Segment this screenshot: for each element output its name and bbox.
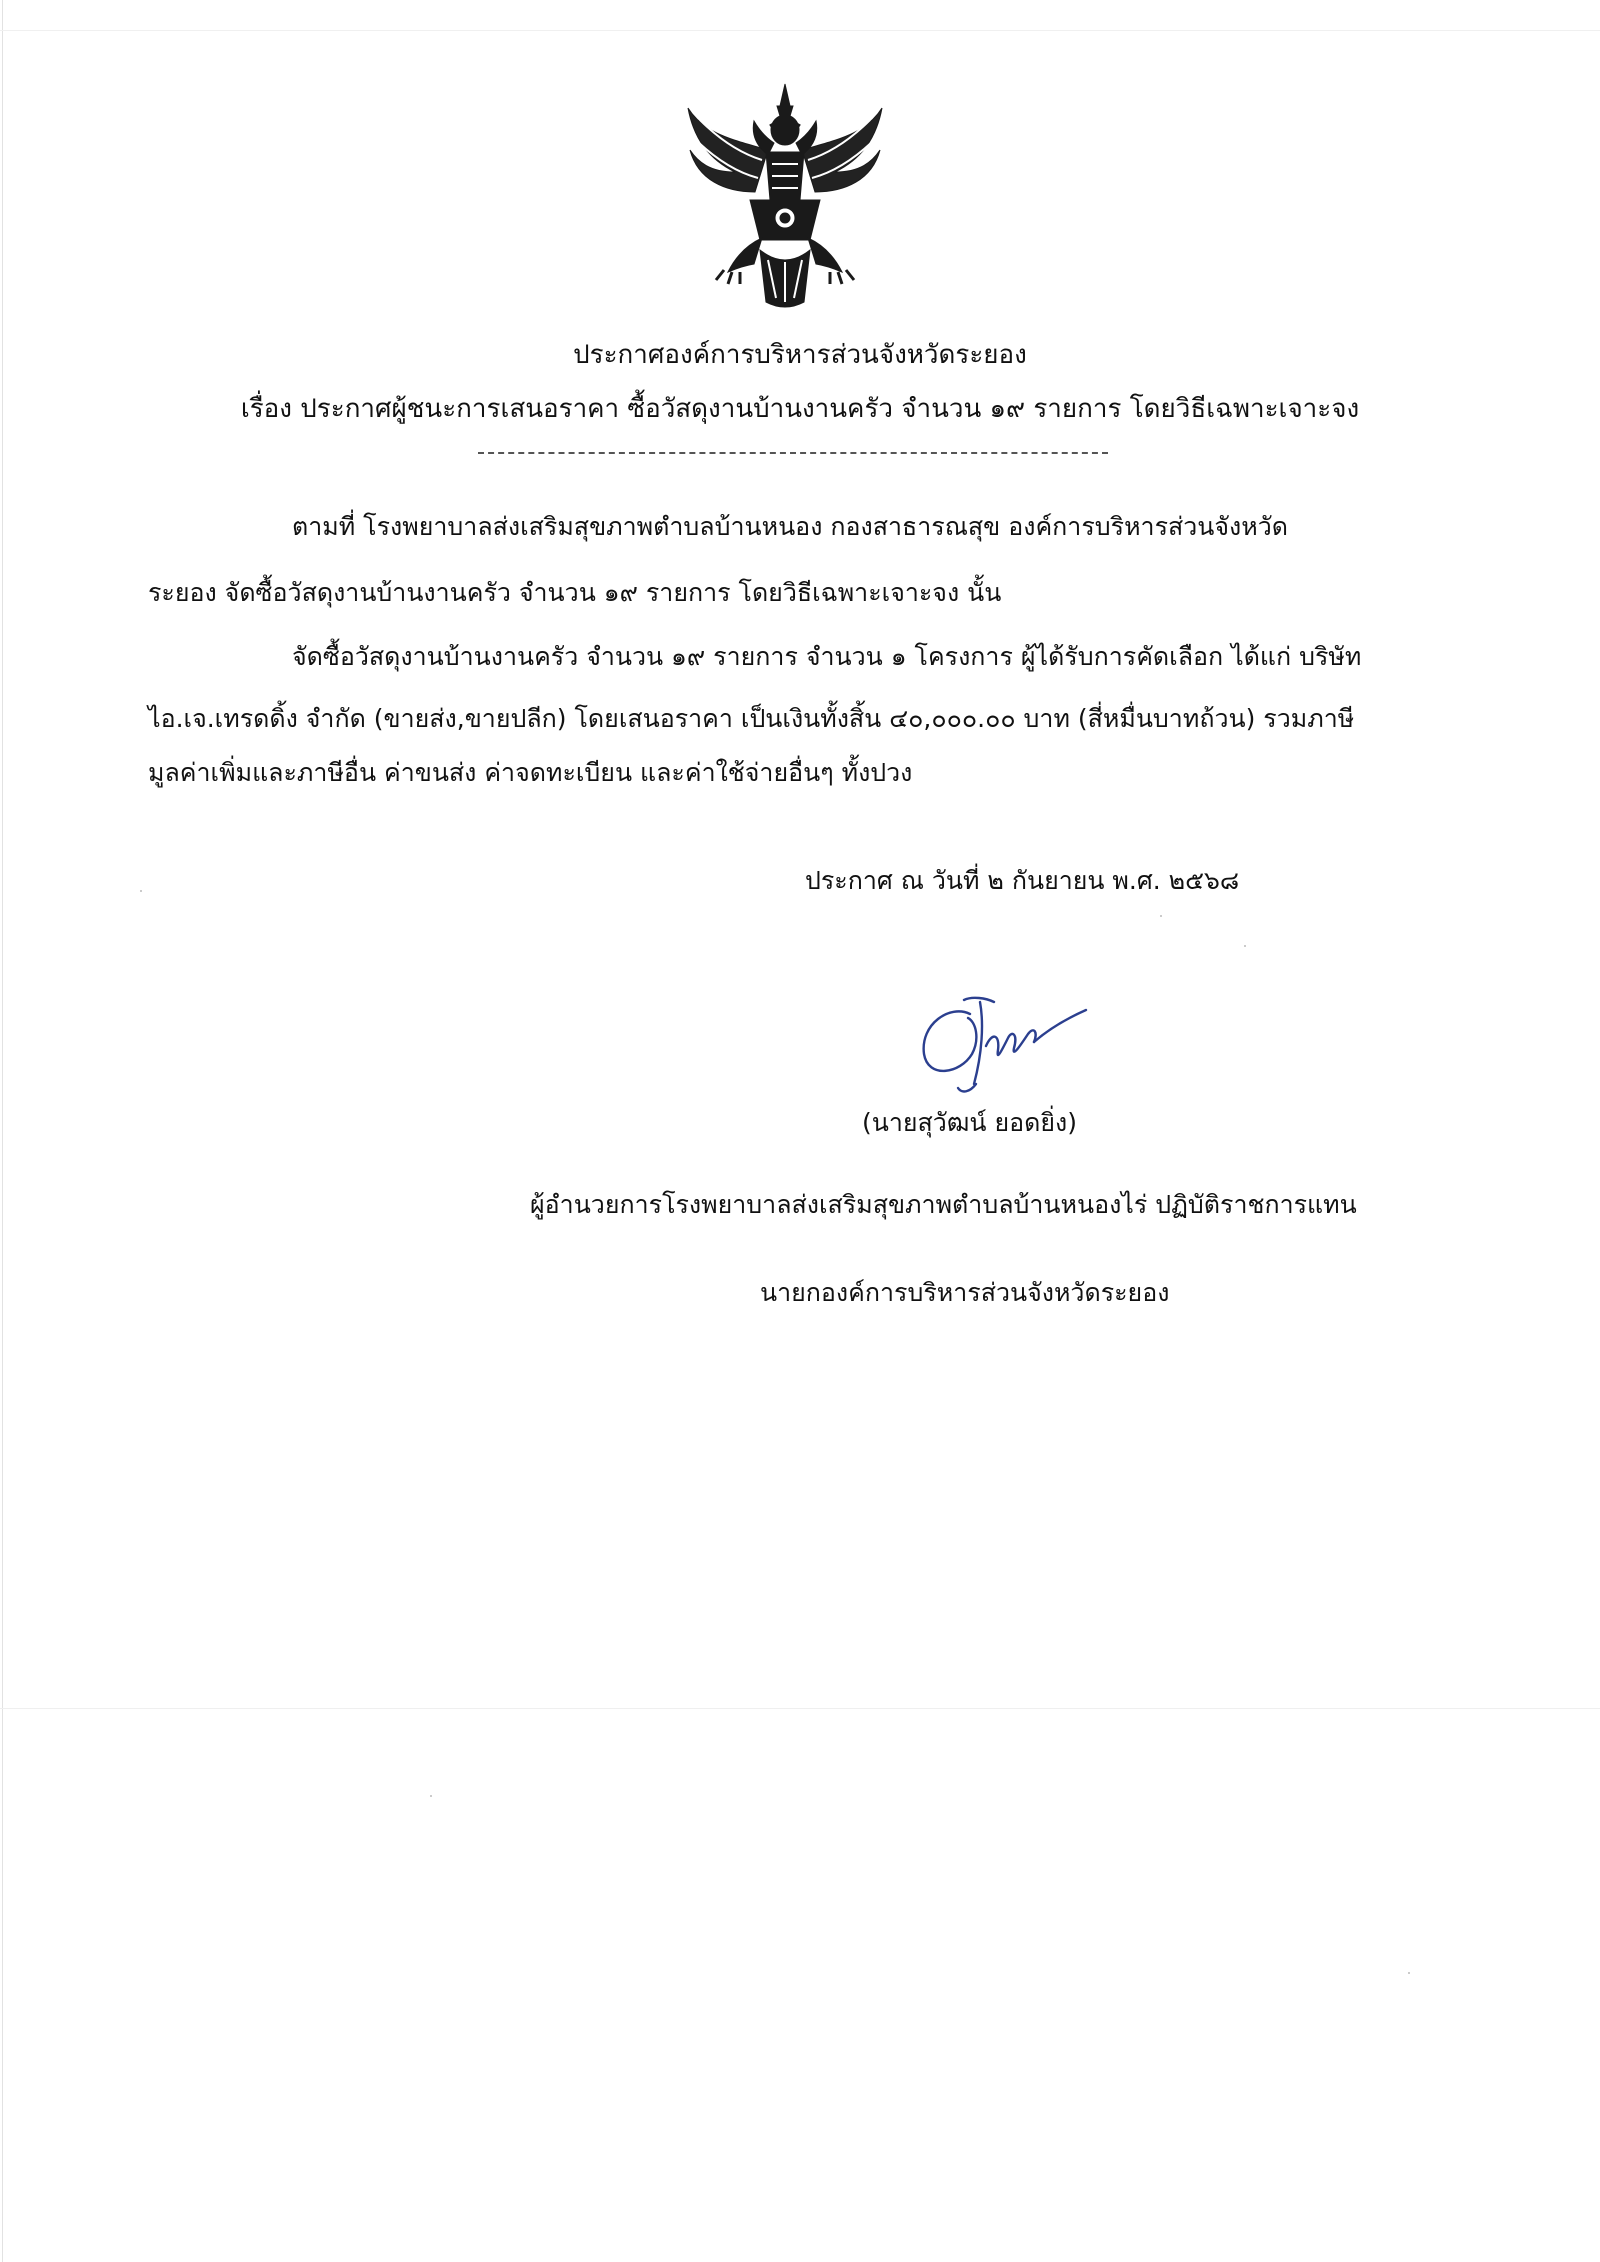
signatory-position: ผู้อำนวยการโรงพยาบาลส่งเสริมสุขภาพตำบลบ้านหนองไร่ ปฏิบัติราชการแทน — [530, 1190, 1357, 1219]
page-title: ประกาศองค์การบริหารส่วนจังหวัดระยอง — [573, 340, 1027, 370]
scan-speck — [1408, 1972, 1410, 1974]
scan-speck — [430, 1795, 432, 1797]
subject-line: เรื่อง ประกาศผู้ชนะการเสนอราคา ซื้อวัสดุงานบ้านงานครัว จำนวน ๑๙ รายการ โดยวิธีเฉพาะเจาะจง — [240, 394, 1360, 424]
signatory-position-secondary: นายกองค์การบริหารส่วนจังหวัดระยอง — [760, 1278, 1170, 1307]
scan-speck — [140, 890, 142, 892]
announcement-date: ประกาศ ณ วันที่ ๒ กันยายน พ.ศ. ๒๕๖๘ — [805, 866, 1240, 895]
signature-icon — [910, 984, 1100, 1124]
divider — [478, 452, 1108, 456]
scan-speck — [1244, 945, 1246, 947]
fold-line — [0, 1708, 1600, 1709]
paragraph-2-line-2: ไอ.เจ.เทรดดิ้ง จำกัด (ขายส่ง,ขายปลีก) โดยเสนอราคา เป็นเงินทั้งสิ้น ๔๐,๐๐๐.๐๐ บาท (สี่หมื่นบาทถ้วน) รวมภาษี — [148, 704, 1355, 733]
paragraph-2-line-3: มูลค่าเพิ่มและภาษีอื่น ค่าขนส่ง ค่าจดทะเบียน และค่าใช้จ่ายอื่นๆ ทั้งปวง — [148, 758, 913, 787]
signatory-name: (นายสุวัฒน์ ยอดยิ่ง) — [862, 1108, 1077, 1137]
scan-edge — [0, 30, 1600, 31]
paragraph-1-line-1: ตามที่ โรงพยาบาลส่งเสริมสุขภาพตำบลบ้านหนอง กองสาธารณสุข องค์การบริหารส่วนจังหวัด — [292, 512, 1289, 541]
paragraph-2-line-1: จัดซื้อวัสดุงานบ้านงานครัว จำนวน ๑๙ รายการ จำนวน ๑ โครงการ ผู้ได้รับการคัดเลือก ได้แก่ บริษัท — [292, 642, 1362, 671]
scan-speck — [1160, 915, 1162, 917]
paragraph-1-line-2: ระยอง จัดซื้อวัสดุงานบ้านงานครัว จำนวน ๑๙ รายการ โดยวิธีเฉพาะเจาะจง นั้น — [148, 578, 1002, 607]
garuda-emblem-icon — [680, 80, 890, 320]
scan-edge — [2, 0, 3, 2262]
